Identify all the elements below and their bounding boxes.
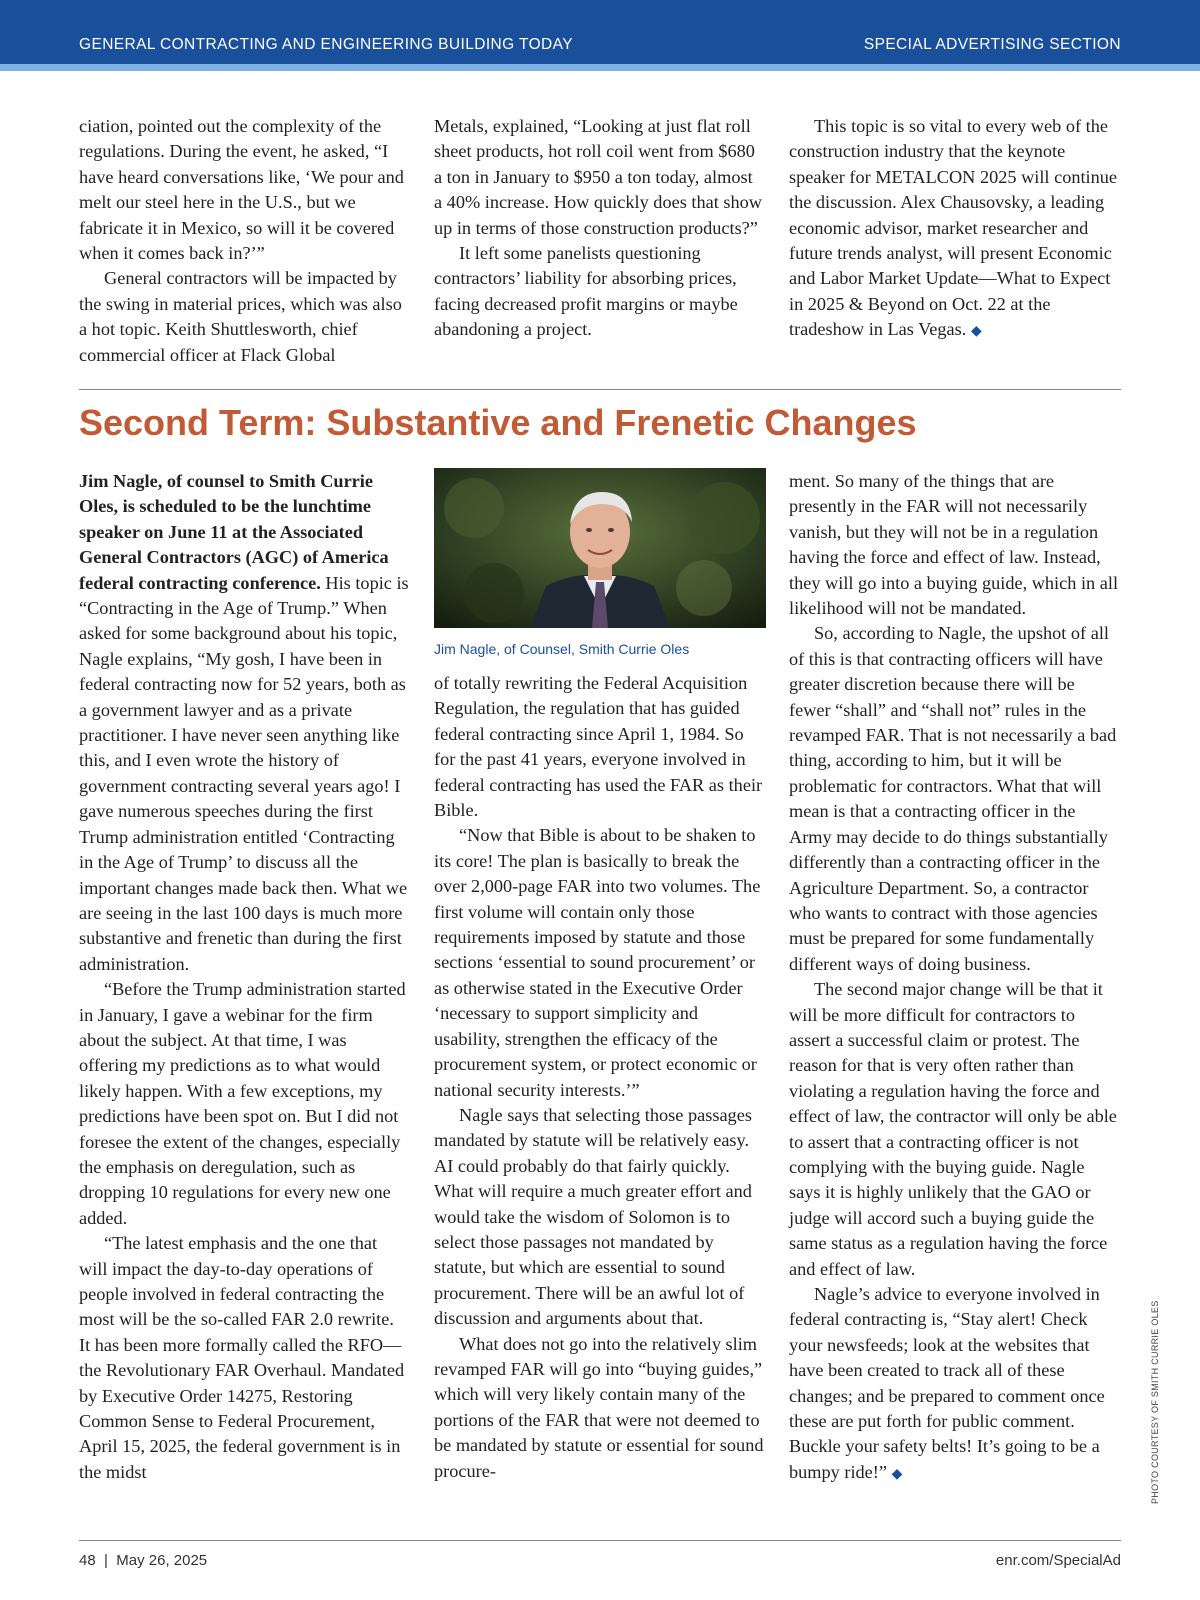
paragraph: Metals, explained, “Looking at just flat roll sheet products, hot roll coil went from $680 a ton in January to $950 a ton today, almost a 40% increase. How quickly does that show up in terms of those construction products?” [434, 116, 762, 238]
paragraph: So, according to Nagle, the upshot of all of this is that contracting officers will have greater discretion because there will be fewer “shall” and “shall not” rules in the revamped FAR. That is not necessarily a bad thing, according to him, but it will be problematic for contractors. What that will mean is that a contracting officer in the Army may decide to do things substantially differently than a contracting officer in the Agriculture Department. So, a contractor who wants to contract with those agencies must be prepared for some fundamentally different ways of doing business. [789, 623, 1117, 974]
header-strip [0, 64, 1200, 71]
top-column-2 [434, 114, 764, 343]
diamond-icon: ◆ [970, 324, 982, 340]
paragraph: General contractors will be impacted by the swing in material prices, which was also a hot topic. Keith Shuttlesworth, chief commercial officer at Flack Global [79, 268, 402, 365]
paragraph: “Before the Trump administration started in January, I gave a webinar for the firm about the subject. At that time, I was offering my predictions as to what would likely happen. With a few exceptions, my predictions have been spot on. But I did not foresee the extent of the changes, especially the emphasis on deregulation, such as dropping 10 regulations for every new one added. [79, 979, 406, 1228]
paragraph-text: His topic is “Contracting in the Age of Trump.” When asked for some background about his topic, Nagle explains, “My gosh, I have been in federal contracting now for 52 years, both as a government lawyer and as a private practitioner. I have never seen anything like this, and I even wrote the history of government contracting several years ago! I gave numerous speeches during the first Trump administration entitled ‘Contracting in the Age of Trump’ to discuss all the important changes made back then. What we are seeing in the last 100 days is much more substantive and frenetic than during the first administration. [79, 572, 409, 974]
photo-credit: PHOTO COURTESY OF SMITH CURRIE OLES [1150, 1300, 1160, 1504]
section-divider [79, 389, 1121, 390]
paragraph [79, 469, 409, 977]
paragraph: It left some panelists questioning contractors’ liability for absorbing prices, facing decreased profit margins or maybe abandoning a project. [434, 243, 738, 340]
footer-url: enr.com/SpecialAd [995, 1552, 1121, 1569]
header-advertising-label: SPECIAL ADVERTISING SECTION [863, 36, 1121, 53]
top-column-1 [79, 114, 409, 368]
top-column-3 [789, 114, 1119, 345]
paragraph: ment. So many of the things that are presently in the FAR will not necessarily vanish, but they will not be in a regulation having the force and effect of law. Instead, they will go into a buying guide, which in all likelihood will not be mandated. [789, 471, 1119, 619]
paragraph: ciation, pointed out the complexity of the regulations. During the event, he asked, “I have heard conversations like, ‘We pour and melt our steel here in the U.S., but we fabricate it in Mexico, so will it be covered when it comes back in?’” [79, 116, 404, 264]
speaker-portrait-image [434, 468, 766, 628]
paragraph [789, 114, 1119, 345]
photo-caption: Jim Nagle, of Counsel, Smith Currie Oles [434, 641, 690, 657]
paragraph-text: This topic is so vital to every web of the construction industry that the keynote speaker for METALCON 2025 will continue the discussion. Alex Chausovsky, a leading economic advisor, market researcher and future trends analyst, will present Economic and Labor Market Update—What to Expect in 2025 & Beyond on Oct. 22 at the tradeshow in Las Vegas. [789, 116, 1118, 340]
paragraph: of totally rewriting the Federal Acquisition Regulation, the regulation that has guided federal contracting since April 1, 1984. So for the past 41 years, everyone involved in federal contracting has used the FAR as their Bible. [434, 673, 763, 821]
header-bar [0, 0, 1200, 64]
paragraph-text: Nagle’s advice to everyone involved in federal contracting is, “Stay alert! Check your newsfeeds; look at the websites that have been created to track all of these changes; and be prepared to comment once these are put forth for public comment. Buckle your safety belts! It’s going to be a bumpy ride!” [789, 1284, 1105, 1482]
header-section-title: GENERAL CONTRACTING AND ENGINEERING BUILDING TODAY [79, 36, 573, 53]
paragraph: The second major change will be that it will be more difficult for contractors to assert a successful claim or protest. The reason for that is very often rather than violating a regulation having the force and effect of law, the contractor will only be able to assert that a contracting officer is not complying with the buying guide. Nagle says it is highly unlikely that the GAO or judge will accord such a buying guide the same status as a regulation having the force and effect of law. [789, 979, 1117, 1279]
lead-text: Jim Nagle, of counsel to Smith Currie Oles, is scheduled to be the lunchtime speaker on June 11 at the Associated General Contractors (AGC) of America federal contracting conference. [79, 471, 389, 593]
paragraph: “Now that Bible is about to be shaken to its core! The plan is basically to break the over 2,000-page FAR into two volumes. The first volume will contain only those requirements imposed by statute and those sections ‘essential to sound procurement’ or as otherwise stated in the Executive Order ‘necessary to support simplicity and usability, strengthen the efficacy of the procurement system, or protect economic or national security interests.’” [434, 825, 761, 1100]
footer-divider [79, 1540, 1121, 1541]
page-number-date: 48 | May 26, 2025 [79, 1552, 208, 1569]
diamond-icon: ◆ [891, 1466, 903, 1482]
paragraph: What does not go into the relatively slim revamped FAR will go into “buying guides,” which will very likely contain many of the portions of the FAR that were not deemed to be mandated by statute or essential for sound procure- [434, 1333, 764, 1481]
paragraph [789, 1282, 1119, 1487]
article-column-1 [79, 469, 409, 1485]
speaker-photo [434, 468, 766, 628]
article-headline: Second Term: Substantive and Frenetic Changes [79, 402, 917, 443]
paragraph: Nagle says that selecting those passages mandated by statute will be relatively easy. AI could probably do that fairly quickly. What will require a much greater effort and would take the wisdom of Solomon is to select those passages not mandated by statute, but which are essential to sound procurement. There will be an awful lot of discussion and arguments about that. [434, 1104, 752, 1329]
paragraph: “The latest emphasis and the one that will impact the day-to-day operations of people involved in federal contracting the most will be the so-called FAR 2.0 rewrite. It has been more formally called the RFO—the Revolutionary FAR Overhaul. Mandated by Executive Order 14275, Restoring Common Sense to Federal Procurement, April 15, 2025, the federal government is in the midst [79, 1233, 405, 1482]
article-column-3 [789, 469, 1119, 1487]
article-column-2 [434, 671, 764, 1484]
